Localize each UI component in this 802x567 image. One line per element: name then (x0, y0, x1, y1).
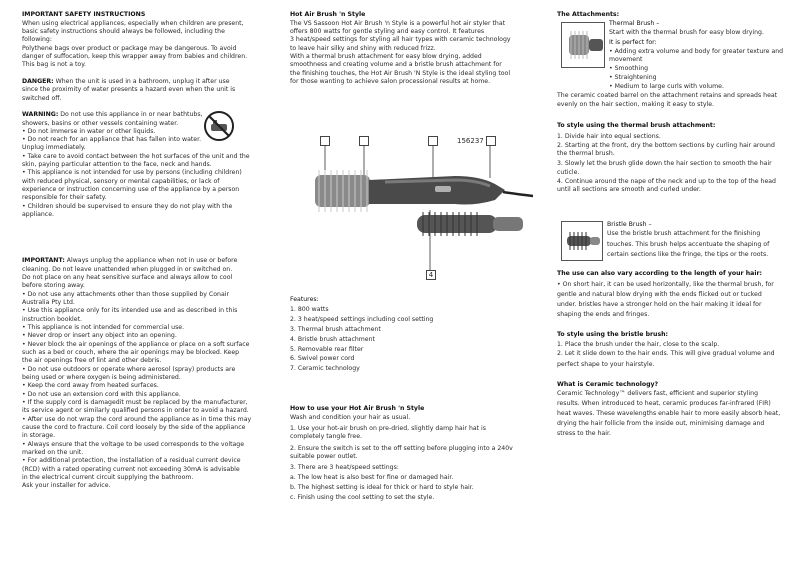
perfect-item: • Medium to large curls with volume. (609, 83, 724, 90)
thermal-brush-image (561, 22, 605, 68)
danger-label: DANGER: (22, 78, 54, 85)
warning-line: showers, basins or other vessels containing water. (22, 120, 179, 127)
danger-line: switched off. (22, 95, 62, 102)
warning-line: • This appliance is not intended for use by persons (including children) (22, 169, 242, 176)
important-line: its service agent or similarly qualified persons in order to avoid a hazard. (22, 407, 249, 414)
important-line: • Keep the cord away from heated surfaces. (22, 382, 159, 389)
thermal-use-step: the thermal brush. (557, 150, 615, 157)
thermal-use-step: 3. Slowly let the brush glide down the hair section to smooth the hair (557, 160, 772, 167)
safety-heading: IMPORTANT SAFETY INSTRUCTIONS (22, 11, 146, 18)
howto-line: 3. There are 3 heat/speed settings: (290, 464, 399, 471)
attachments-heading: The Attachments: (557, 11, 620, 18)
thermal-use-step: cuticle. (557, 169, 580, 176)
thermal-use-step: 1. Divide hair into equal sections. (557, 133, 661, 140)
important-line: • Never block the air openings of the appliance or place on a soft surface (22, 341, 250, 348)
safety-intro-line: basic safety instructions should always be followed, including the (22, 28, 225, 35)
safety-intro-line: Polythene bags over product or package may be dangerous. To avoid (22, 45, 237, 52)
product-intro-line: With a thermal brush attachment for easy blow drying, added (290, 53, 482, 60)
perfect-item: • Adding extra volume and body for greater texture and (609, 48, 784, 55)
ceramic-heading: What is Ceramic technology? (557, 381, 659, 388)
feature-item: 4. Bristle brush attachment (290, 336, 375, 343)
thermal-use-step: 2. Starting at the front, dry the bottom sections by curling hair around (557, 142, 775, 149)
warning-line: • Do not immerse in water or other liquids. (22, 128, 156, 135)
warning-line: WARNING: Do not use this appliance in or near bathtubs, (22, 111, 203, 118)
callout-box-3 (428, 136, 438, 146)
howto-line: completely tangle free. (290, 433, 362, 440)
warning-line: experience or instruction concerning use of the appliance by a person (22, 186, 240, 193)
bristle-title: Bristle Brush – (607, 221, 652, 228)
ceramic-line: drying the hair follicle from the inside out, minimising damage and (557, 420, 765, 427)
safety-intro-line: danger of suffocation, keep this wrapper away from babies and children. (22, 53, 248, 60)
howto-line: a. The low heat is also best for fine or damaged hair. (290, 474, 454, 481)
feature-item: 5. Removable rear filter (290, 346, 364, 353)
important-line: (RCD) with a rated operating current not exceeding 30mA is advisable (22, 466, 240, 473)
vary-line: gentle and natural blow drying with the ends flicked out or tucked (557, 291, 762, 298)
vary-line: under. bristles have a stronger hold on the hair making it ideal for (557, 301, 762, 308)
bristle-use-heading: To style using the bristle brush: (557, 331, 669, 338)
warning-line: • Children should be supervised to ensure they do not play with the (22, 203, 233, 210)
howto-line: c. Finish using the cool setting to set the style. (290, 494, 435, 501)
product-intro-line: smoothness and creating volume and a bristle brush attachment for (290, 61, 502, 68)
important-line: instruction booklet. (22, 316, 82, 323)
product-intro-line: 3 heat/speed settings for styling all hair types with ceramic technology (290, 36, 511, 43)
product-intro-line: for those wanting to achieve salon processional results at home. (290, 78, 491, 85)
hot-air-brush-diagram (305, 130, 535, 290)
vary-heading: The use can also vary according to the length of your hair: (557, 270, 762, 277)
product-intro-line: offers 800 watts for gentle styling and easy control. It features (290, 28, 485, 35)
ceramic-line: stress to the hair. (557, 430, 611, 437)
important-line: in the electrical current circuit supplying the bathroom. (22, 474, 194, 481)
important-line: • Do not use outdoors or operate where aerosol (spray) products are (22, 366, 236, 373)
important-label: IMPORTANT: (22, 257, 65, 264)
howto-line: b. The highest setting is ideal for thick or hard to style hair. (290, 484, 474, 491)
howto-line: 1. Use your hot-air brush on pre-dried, slightly damp hair hat is (290, 425, 486, 432)
warning-label: WARNING: (22, 111, 59, 118)
product-heading: Hot Air Brush 'n Style (290, 11, 366, 18)
no-bathtub-icon (203, 110, 235, 142)
product-intro-line: to leave hair silky and shiny with reduced frizz. (290, 45, 436, 52)
product-intro-line: The VS Sassoon Hot Air Brush 'n Style is a powerful hot air styler that (290, 20, 506, 27)
vary-line: • On short hair, it can be used horizontally, like the thermal brush, for (557, 281, 774, 288)
thermal-use-step: until all sections are smooth and curled under. (557, 186, 701, 193)
warning-line: skin, paying particular attention to the face, neck and hands. (22, 161, 212, 168)
perfect-item: • Smoothing (609, 65, 649, 72)
ceramic-line: results. When introduced to heat, ceramic produces far-infrared (FIR) (557, 400, 771, 407)
howto-line: 2. Ensure the switch is set to the off setting before plugging into a 240v (290, 445, 513, 452)
ceramic-note-line: The ceramic coated barrel on the attachment retains and spreads heat (557, 92, 778, 99)
thermal-title: Thermal Brush – (609, 20, 660, 27)
important-line: • For additional protection, the installation of a residual current device (22, 457, 241, 464)
important-line: marked on the unit. (22, 449, 84, 456)
important-line: • Do not use an extension cord with this appliance. (22, 391, 181, 398)
bristle-use-step: 1. Place the brush under the hair, close to the scalp. (557, 341, 720, 348)
bristle-use-step: 2. Let it slide down to the hair ends. This will give gradual volume and (557, 350, 775, 357)
important-line: • Use this appliance only for its intended use and as described in this (22, 307, 238, 314)
safety-intro-line: This bag is not a toy. (22, 61, 86, 68)
warning-line: appliance. (22, 211, 54, 218)
feature-item: 3. Thermal brush attachment (290, 326, 381, 333)
feature-item: 1. 800 watts (290, 306, 329, 313)
warning-line: responsible for their safety. (22, 194, 107, 201)
safety-intro-line: following: (22, 36, 52, 43)
danger-line: DANGER: When the unit is used in a bathroom, unplug it after use (22, 78, 230, 85)
important-line: cause the cord to fracture. Coil cord loosely by the side of the appliance (22, 424, 246, 431)
diagram-code: 156237 (457, 137, 484, 145)
important-line: being used or where oxygen is being administered. (22, 374, 181, 381)
features-heading: Features: (290, 296, 319, 303)
feature-item: 7. Ceramic technology (290, 365, 360, 372)
important-line: • Never drop or insert any object into an opening. (22, 332, 177, 339)
important-line: • Do not use any attachments other than those supplied by Conair (22, 291, 230, 298)
thermal-use-step: 4. Continue around the nape of the neck and up to the top of the head (557, 178, 776, 185)
important-line: Do not place on any heat sensitive surface and always allow to cool (22, 274, 233, 281)
important-line: IMPORTANT: Always unplug the appliance when not in use or before (22, 257, 238, 264)
bristle-line: certain sections like the fringe, the tips or the roots. (607, 251, 769, 258)
vary-line: shaping the ends and fringes. (557, 311, 650, 318)
important-line: • This appliance is not intended for commercial use. (22, 324, 185, 331)
callout-box-1 (320, 136, 330, 146)
danger-line: since the proximity of water presents a hazard even when the unit is (22, 86, 236, 93)
important-line: Australia Pty Ltd. (22, 299, 75, 306)
important-line: Ask your installer for advice. (22, 482, 111, 489)
warning-line: • Do not reach for an appliance that has fallen into water. (22, 136, 202, 143)
callout-box-2 (359, 136, 369, 146)
thermal-use-heading: To style using the thermal brush attachment: (557, 122, 716, 129)
ceramic-line: Ceramic Technology™ delivers fast, efficient and superior styling (557, 390, 758, 397)
important-line: before storing away. (22, 282, 85, 289)
warning-line: Unplug immediately. (22, 144, 86, 151)
howto-line: suitable power outlet. (290, 453, 358, 460)
howto-heading: How to use your Hot Air Brush 'n Style (290, 405, 425, 412)
feature-item: 6. Swivel power cord (290, 355, 355, 362)
bristle-line: Use the bristle brush attachment for the finishing (607, 230, 761, 237)
important-line: such as a bed or couch, where the air openings may be blocked. Keep (22, 349, 240, 356)
important-line: the air openings free of lint and other debris. (22, 357, 162, 364)
important-line: • If the supply cord is damagedit must be replaced by the manufacturer, (22, 399, 248, 406)
feature-item: 2. 3 heat/speed settings including cool setting (290, 316, 434, 323)
warning-line: with reduced physical, sensory or mental capabilities, or lack of (22, 178, 220, 185)
ceramic-line: heat waves. These wavelengths enable hair to more easily absorb heat, (557, 410, 781, 417)
important-line: cleaning. Do not leave unattended when plugged in or switched on. (22, 266, 233, 273)
perfect-item: • Straightening (609, 74, 657, 81)
ceramic-note-line: evenly on the hair section, making it easy to style. (557, 101, 714, 108)
thermal-line: Start with the thermal brush for easy blow drying. (609, 29, 764, 36)
howto-line: Wash and condition your hair as usual. (290, 414, 411, 421)
product-intro-line: the finishing touches, the Hot Air Brush 'N Style is the ideal styling tool (290, 70, 511, 77)
bristle-use-step: perfect shape to your hairstyle. (557, 361, 655, 368)
callout-box-5 (486, 136, 496, 146)
important-line: • Always ensure that the voltage to be used corresponds to the voltage (22, 441, 245, 448)
perfect-item: movement (609, 56, 643, 63)
important-line: • After use do not wrap the cord around the appliance as in time this may (22, 416, 252, 423)
bristle-brush-image (561, 221, 603, 261)
bristle-line: touches. This brush helps accentuate the shaping of (607, 241, 770, 248)
perfect-for-heading: It is perfect for: (609, 39, 657, 46)
important-line: in storage. (22, 432, 56, 439)
warning-line: • Take care to avoid contact between the hot surfaces of the unit and the (22, 153, 250, 160)
callout-box-4: 4 (426, 270, 436, 280)
safety-intro-line: When using electrical appliances, especially when children are present, (22, 20, 244, 27)
